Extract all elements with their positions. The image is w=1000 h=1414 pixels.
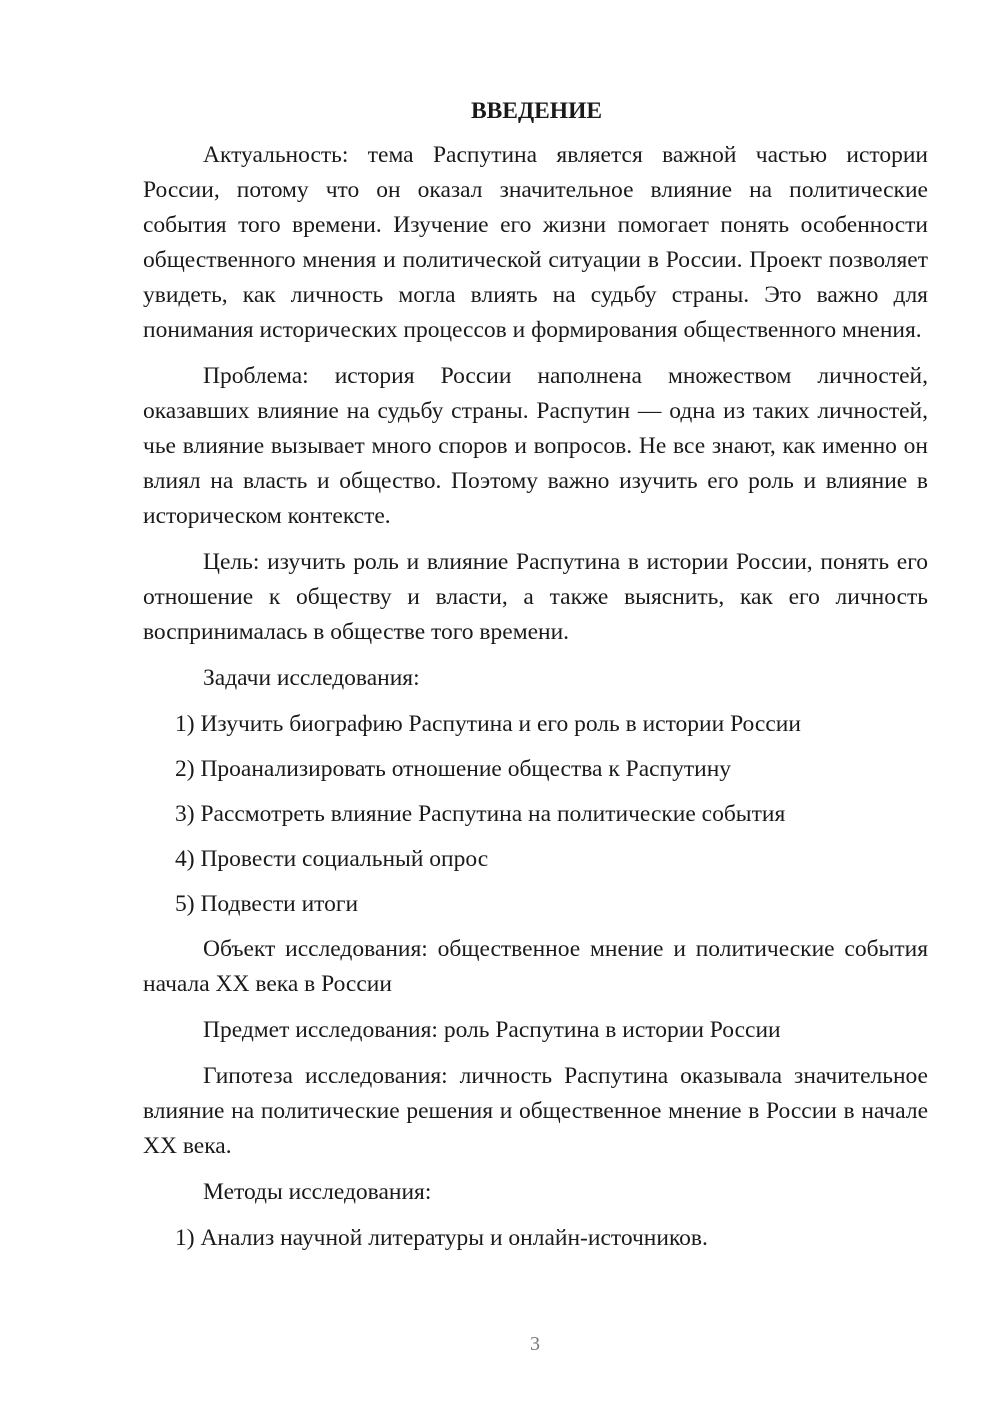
paragraph-goal: Цель: изучить роль и влияние Распутина в истории России, понять его отношение к обществу и власти, а также выяснить, как его личность воспринималась в обществе того времени. [143, 549, 928, 645]
task-item-2: 2) Проанализировать отношение общества к Распутину [175, 756, 732, 782]
method-item-1: 1) Анализ научной литературы и онлайн-источников. [175, 1225, 708, 1251]
task-item-5: 5) Подвести итоги [175, 891, 359, 917]
task-item-1: 1) Изучить биографию Распутина и его роль в истории России [175, 711, 801, 737]
page-number: 3 [530, 1333, 540, 1355]
section-title: ВВЕДЕНИЕ [470, 98, 603, 124]
paragraph-hypothesis: Гипотеза исследования: личность Распутина оказывала значительное влияние на политические решения и общественное мнение в России в начале XX века. [143, 1063, 928, 1159]
paragraph-object: Объект исследования: общественное мнение и политические события начала XX века в России [143, 936, 928, 997]
paragraph-relevance: Актуальность: тема Распутина является важной частью истории России, потому что он оказал значительное влияние на политические события того времени. Изучение его жизни помогает понять особенности общественного мнения и политической ситуации в России. Проект позволяет увидеть, как личность могла влиять на судьбу страны. Это важно для понимания исторических процессов и формирования общественного мнения. [143, 142, 928, 343]
tasks-heading: Задачи исследования: [203, 665, 420, 691]
task-item-3: 3) Рассмотреть влияние Распутина на политические события [175, 801, 786, 827]
paragraph-subject: Предмет исследования: роль Распутина в истории России [203, 1017, 781, 1043]
page-content [143, 94, 928, 1266]
methods-heading: Методы исследования: [203, 1179, 432, 1205]
paragraph-problem: Проблема: история России наполнена множеством личностей, оказавших влияние на судьбу страны. Распутин — одна из таких личностей, чье влияние вызывает много споров и вопросов. Не все знают, как именно он влиял на власть и общество. Поэтому важно изучить его роль и влияние в историческом контексте. [143, 363, 928, 529]
task-item-4: 4) Провести социальный опрос [175, 846, 489, 872]
